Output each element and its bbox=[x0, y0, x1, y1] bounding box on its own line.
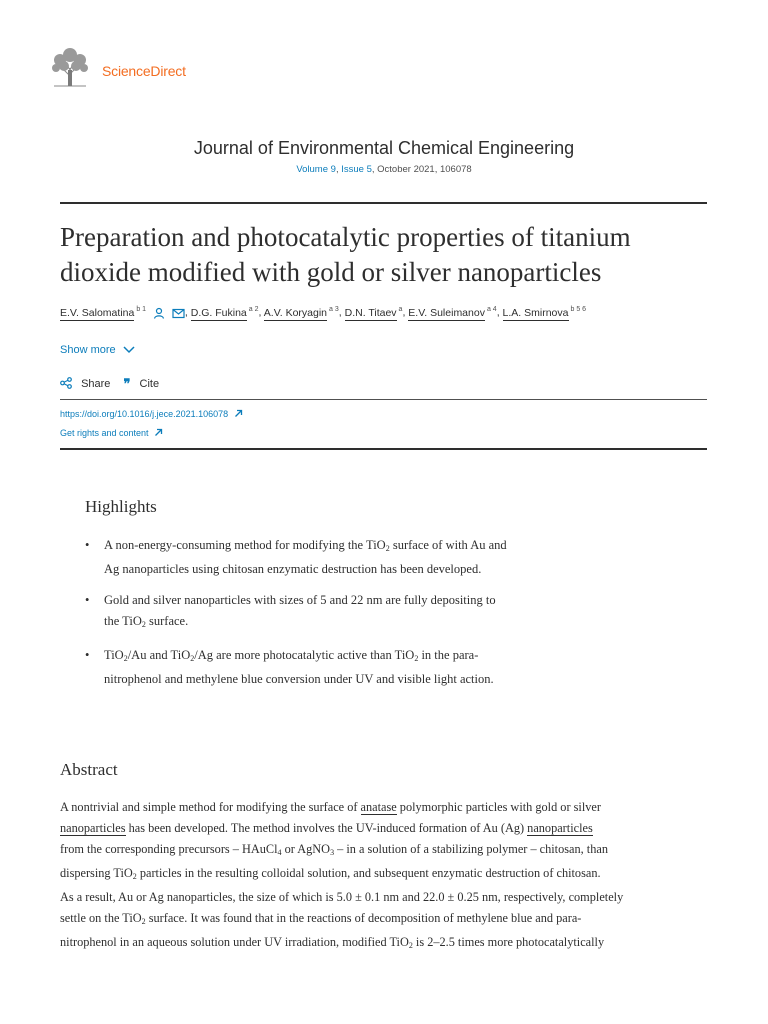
rights-link[interactable]: Get rights and content bbox=[60, 428, 163, 439]
author-name[interactable]: E.V. Suleimanov bbox=[408, 306, 485, 319]
divider bbox=[60, 202, 707, 204]
article-title: Preparation and photocatalytic properties of titanium dioxide modified with gold or silver nanoparticles bbox=[60, 222, 631, 287]
quote-icon: ❞ bbox=[123, 376, 131, 391]
abstract-heading: Abstract bbox=[60, 760, 118, 779]
share-button[interactable]: Share bbox=[60, 378, 113, 390]
volume-link[interactable]: Volume 9 bbox=[296, 164, 336, 175]
share-icon bbox=[60, 377, 72, 392]
author-name[interactable]: L.A. Smirnova bbox=[502, 306, 569, 319]
term-link[interactable]: nanoparticles bbox=[527, 821, 593, 835]
highlight-item: • A non-energy-consuming method for modifying the TiO$_2$ surface of with Au and Ag nanoparticles using chitosan enzymatic destruction has been developed. bbox=[85, 538, 507, 576]
cite-button[interactable]: ❞ Cite bbox=[123, 376, 160, 391]
author-name[interactable]: D.G. Fukina bbox=[190, 306, 247, 319]
term-link[interactable]: nanoparticles bbox=[60, 821, 126, 835]
divider bbox=[60, 399, 707, 400]
author-name[interactable]: A.V. Koryagin bbox=[263, 306, 328, 319]
divider bbox=[60, 448, 707, 450]
highlights-heading: Highlights bbox=[85, 497, 157, 516]
issue-link[interactable]: Issue 5 bbox=[341, 164, 372, 175]
term-link[interactable]: anatase bbox=[360, 800, 397, 814]
issue-date: , October 2021, 106078 bbox=[371, 164, 472, 175]
share-cite-row bbox=[60, 376, 159, 392]
person-icon[interactable] bbox=[153, 307, 165, 322]
chevron-down-icon bbox=[123, 345, 135, 357]
external-link-icon bbox=[154, 428, 163, 439]
abstract-text: A nontrivial and simple method for modifying the surface of anatase polymorphic particles with gold or silver nanoparticles has been developed. The method involves the UV-induced formation of Au (Ag) nanoparticles from the corresponding precursors – HAuCl$_4$ or AgNO$_3$ – in a solution of a stabilizing polymer – chitosan, than dispersing TiO$_2$ particles in the resulting colloidal solution, and subsequent enzymatic destruction of chitosan. As a result, Au or Ag nanoparticles, the size of which is 5.0 ± 0.1 nm and 22.0 ± 0.25 nm, respectively, completely settle on the TiO$_2$ surface. It was found that in the reactions of decomposition of methylene blue and para- nitrophenol in an aqueous solution under UV irradiation, modified TiO$_2$ is 2–2.5 times more photocatalytically bbox=[60, 800, 624, 950]
elsevier-tree-logo-icon[interactable] bbox=[48, 46, 92, 90]
email-icon[interactable] bbox=[172, 308, 185, 322]
external-link-icon bbox=[234, 409, 243, 420]
author-name[interactable]: E.V. Salomatina bbox=[60, 306, 135, 319]
issue-line: Volume 9, Issue 5, October 2021, 106078 bbox=[296, 164, 472, 175]
doi-link[interactable]: https://doi.org/10.1016/j.jece.2021.106078 bbox=[60, 409, 243, 420]
show-more-button[interactable]: Show more bbox=[60, 344, 135, 357]
sciencedirect-brand[interactable]: ScienceDirect bbox=[102, 63, 186, 79]
journal-title[interactable]: Journal of Environmental Chemical Engineering bbox=[193, 138, 575, 158]
author-name[interactable]: D.N. Titaev bbox=[344, 306, 397, 319]
author-list: E.V. Salomatina $^{b 1}$ , D.G. Fukina $^{a 2}$, A.V. Koryagin $^{a 3}$, D.N. Titaev $^a$, E.V. Suleimanov $^{a 4}$, L.A. Smirnova $^{b 5 6}$ bbox=[60, 306, 720, 322]
highlight-item: • Gold and silver nanoparticles with sizes of 5 and 22 nm are fully depositing to the TiO$_2$ surface. bbox=[85, 593, 496, 629]
highlight-item: • TiO$_2$/Au and TiO$_2$/Ag are more photocatalytic active than TiO$_2$ in the para- nitrophenol and methylene blue conversion under UV and visible light action. bbox=[85, 648, 494, 686]
